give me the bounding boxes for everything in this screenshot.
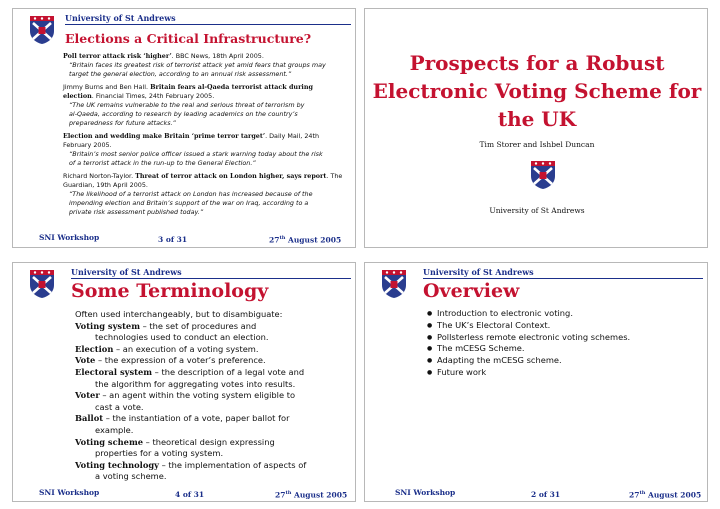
university-header: University of St Andrews bbox=[71, 267, 182, 277]
reference-quote: impending election and Britain’s support of the war on Iraq, according to a bbox=[69, 199, 309, 207]
reference-item: Election and wedding make Britain ‘prime terror target’. Daily Mail, 24th bbox=[63, 132, 320, 140]
slide-title-page bbox=[364, 8, 708, 248]
reference-quote: al-Qaeda, according to research by leading academics on the country’s bbox=[69, 110, 298, 118]
term-continuation: technologies used to conduct an election. bbox=[95, 332, 269, 343]
reference-item-cont: election. Financial Times, 24th February 2005. bbox=[63, 92, 215, 100]
slide-title: Elections a Critical Infrastructure? bbox=[65, 31, 312, 46]
footer-workshop: SNI Workshop bbox=[39, 233, 100, 242]
term-continuation: properties for a voting system. bbox=[95, 448, 224, 459]
reference-quote: “Britain’s most senior police officer issued a stark warning today about the risk bbox=[69, 150, 323, 158]
university-crest-icon bbox=[29, 269, 55, 299]
reference-item-cont: Guardian, 19th April 2005. bbox=[63, 181, 148, 189]
list-item: ● Adapting the mCESG scheme. bbox=[427, 355, 630, 367]
footer-date: 27th August 2005 bbox=[629, 490, 702, 500]
list-item: ● Pollsterless remote electronic voting schemes. bbox=[427, 332, 630, 344]
list-item: ● Future work bbox=[427, 367, 630, 379]
term-continuation: the algorithm for aggregating votes into results. bbox=[95, 378, 296, 389]
university-header: University of St Andrews bbox=[65, 13, 176, 23]
affiliation: University of St Andrews bbox=[489, 206, 585, 215]
reference-quote: of a terrorist attack in the run-up to the General Election.” bbox=[69, 159, 256, 167]
presentation-title-line-3: the UK bbox=[497, 107, 577, 131]
footer-page-number: 3 of 31 bbox=[158, 235, 188, 244]
slide-title: Overview bbox=[423, 280, 520, 302]
reference-quote: target the general election, according to an annual risk assessment.” bbox=[69, 70, 292, 78]
term-item: Voting technology – the implementation of aspects of bbox=[75, 459, 307, 470]
term-item: Voter – an agent within the voting system eligible to bbox=[75, 390, 296, 401]
university-header: University of St Andrews bbox=[423, 267, 534, 277]
authors: Tim Storer and Ishbel Duncan bbox=[479, 140, 595, 149]
term-item: Voting system – the set of procedures and bbox=[75, 320, 257, 331]
footer-workshop: SNI Workshop bbox=[395, 488, 456, 497]
footer-date: 27th August 2005 bbox=[269, 235, 342, 245]
term-item: Ballot – the instantiation of a vote, paper ballot for bbox=[75, 413, 290, 424]
reference-quote: “The likelihood of a terrorist attack on London has increased because of the bbox=[69, 190, 313, 198]
term-continuation: example. bbox=[95, 424, 134, 435]
slide-elections-critical-infrastructure bbox=[12, 8, 356, 248]
header-rule bbox=[65, 24, 351, 25]
footer-date: 27th August 2005 bbox=[275, 490, 348, 500]
footer-page-number: 4 of 31 bbox=[175, 490, 205, 499]
reference-list bbox=[63, 52, 353, 217]
overview-bullet-list bbox=[427, 308, 630, 379]
presentation-title-line-1: Prospects for a Robust bbox=[409, 51, 665, 75]
reference-quote: preparedness for future attacks.” bbox=[69, 119, 176, 127]
reference-item: Jimmy Burns and Ben Hall. Britain fears al-Qaeda terrorist attack during bbox=[63, 83, 313, 91]
reference-item: Poll terror attack risk ‘higher’. BBC News, 18th April 2005. bbox=[63, 52, 264, 60]
reference-item: Richard Norton-Taylor. Threat of terror attack on London higher, says report. The bbox=[63, 172, 343, 180]
slide-overview bbox=[364, 262, 708, 502]
footer-page-number: 2 of 31 bbox=[531, 490, 561, 499]
list-item: ● The UK’s Electoral Context. bbox=[427, 320, 630, 332]
list-item: ● The mCESG Scheme. bbox=[427, 343, 630, 355]
presentation-title-line-2: Electronic Voting Scheme for bbox=[372, 79, 702, 103]
reference-quote: “Britain faces its greatest risk of terrorist attack yet amid fears that groups may bbox=[69, 61, 326, 69]
term-item: Vote – the expression of a voter’s preference. bbox=[75, 355, 266, 366]
reference-quote: “The UK remains vulnerable to the real and serious threat of terrorism by bbox=[69, 101, 305, 109]
term-item: Election – an execution of a voting system. bbox=[75, 343, 259, 354]
list-item: ● Introduction to electronic voting. bbox=[427, 308, 630, 320]
term-item: Voting scheme – theoretical design expressing bbox=[75, 436, 275, 447]
university-crest-icon bbox=[530, 160, 556, 190]
university-crest-icon bbox=[381, 269, 407, 299]
reference-item-cont: February 2005. bbox=[63, 141, 112, 149]
university-crest-icon bbox=[29, 15, 55, 45]
footer-workshop: SNI Workshop bbox=[39, 488, 100, 497]
term-item: Electoral system – the description of a legal vote and bbox=[75, 366, 305, 377]
intro-line: Often used interchangeably, but to disambiguate: bbox=[75, 309, 283, 319]
term-continuation: cast a vote. bbox=[95, 401, 144, 412]
header-rule bbox=[423, 278, 703, 279]
header-rule bbox=[71, 278, 351, 279]
term-continuation: a voting scheme. bbox=[95, 471, 167, 482]
slide-title: Some Terminology bbox=[71, 280, 269, 302]
slide-some-terminology bbox=[12, 262, 356, 502]
terminology-list bbox=[75, 309, 355, 483]
reference-quote: private risk assessment published today.” bbox=[69, 208, 204, 216]
